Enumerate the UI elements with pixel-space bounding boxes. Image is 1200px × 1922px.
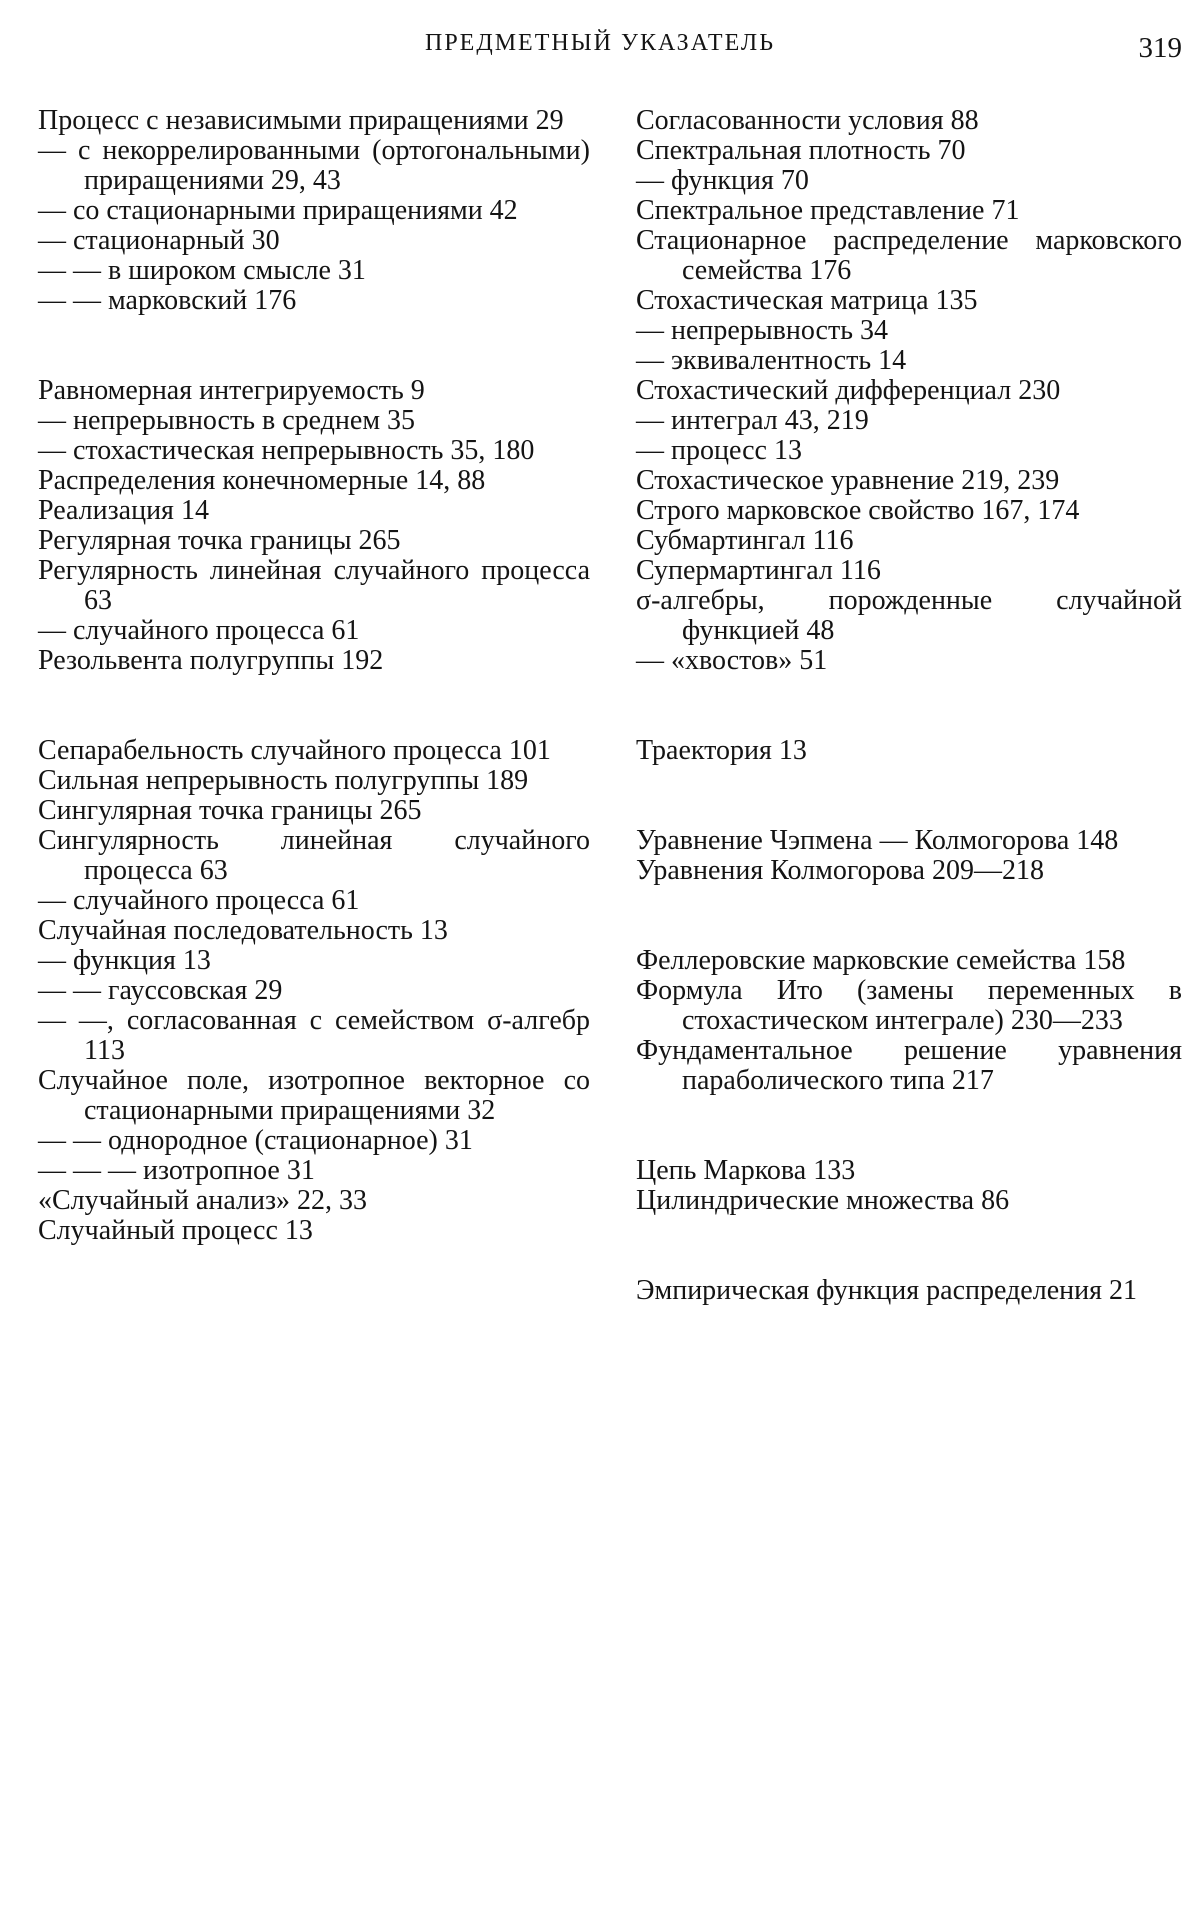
index-entry: Цепь Маркова 133 bbox=[636, 1155, 856, 1186]
group-gap bbox=[636, 1216, 1182, 1276]
index-entry: Формула Ито (замены переменных в стохастическом интеграле) 230—233 bbox=[636, 975, 1182, 1036]
index-entry: Резольвента полугруппы 192 bbox=[38, 645, 384, 676]
index-entry: Стационарное распределение марковского семейства 176 bbox=[636, 225, 1182, 286]
index-entry: σ-алгебры, порожденные случайной функцией 48 bbox=[636, 585, 1182, 646]
index-entry: Уравнение Чэпмена — Колмогорова 148 bbox=[636, 825, 1119, 856]
index-entry: Согласованности условия 88 bbox=[636, 105, 979, 136]
index-entry: Цилиндрические множества 86 bbox=[636, 1185, 1010, 1216]
index-entry: — «хвостов» 51 bbox=[636, 645, 828, 676]
index-group-s bbox=[636, 106, 1182, 676]
page-number: 319 bbox=[1138, 32, 1182, 64]
index-group-f bbox=[636, 946, 1182, 1096]
index-entry: Стохастическая матрица 135 bbox=[636, 285, 978, 316]
index-group-r bbox=[38, 376, 590, 676]
index-entry: Стохастическое уравнение 219, 239 bbox=[636, 465, 1060, 496]
index-entry: — — марковский 176 bbox=[38, 285, 297, 316]
index-entry: Сепарабельность случайного процесса 101 bbox=[38, 735, 551, 766]
index-entry: Равномерная интегрируемость 9 bbox=[38, 375, 425, 406]
index-entry: Сингулярная точка границы 265 bbox=[38, 795, 422, 826]
index-entry: Фундаментальное решение уравнения параболического типа 217 bbox=[636, 1035, 1182, 1096]
index-entry: Уравнения Колмогорова 209—218 bbox=[636, 855, 1044, 886]
index-entry: Эмпирическая функция распределения 21 bbox=[636, 1275, 1137, 1306]
group-gap bbox=[38, 316, 590, 376]
index-entry: Распределения конечномерные 14, 88 bbox=[38, 465, 486, 496]
index-entry: — — однородное (стационарное) 31 bbox=[38, 1125, 473, 1156]
index-entry: — — в широком смысле 31 bbox=[38, 255, 366, 286]
index-entry: — процесс 13 bbox=[636, 435, 802, 466]
index-entry: Спектральная плотность 70 bbox=[636, 135, 966, 166]
index-entry: Процесс с независимыми приращениями 29 bbox=[38, 105, 564, 136]
index-entry: — — — изотропное 31 bbox=[38, 1155, 315, 1186]
index-entry: — непрерывность в среднем 35 bbox=[38, 405, 416, 436]
index-entry: — эквивалентность 14 bbox=[636, 345, 907, 376]
index-entry: Феллеровские марковские семейства 158 bbox=[636, 945, 1126, 976]
group-gap bbox=[38, 676, 590, 736]
index-entry: — случайного процесса 61 bbox=[38, 885, 360, 916]
index-group-e bbox=[636, 1276, 1182, 1306]
index-entry: Реализация 14 bbox=[38, 495, 209, 526]
group-gap bbox=[636, 1096, 1182, 1156]
index-column-left bbox=[38, 106, 590, 1246]
index-column-right bbox=[636, 106, 1182, 1306]
page-header bbox=[0, 26, 1200, 66]
index-group-ts bbox=[636, 1156, 1182, 1216]
group-gap bbox=[636, 676, 1182, 736]
index-entry: — стационарный 30 bbox=[38, 225, 280, 256]
index-entry: — стохастическая непрерывность 35, 180 bbox=[38, 435, 535, 466]
index-entry: — с некоррелированными (ортогональными) приращениями 29, 43 bbox=[38, 135, 590, 196]
index-entry: — функция 70 bbox=[636, 165, 809, 196]
index-group-t bbox=[636, 736, 1182, 766]
index-group-u bbox=[636, 826, 1182, 886]
index-entry: — случайного процесса 61 bbox=[38, 615, 360, 646]
index-entry: «Случайный анализ» 22, 33 bbox=[38, 1185, 368, 1216]
index-entry: — непрерывность 34 bbox=[636, 315, 888, 346]
index-entry: — со стационарными приращениями 42 bbox=[38, 195, 518, 226]
group-gap bbox=[636, 886, 1182, 946]
index-entry: Случайный процесс 13 bbox=[38, 1215, 313, 1246]
index-group-s bbox=[38, 736, 590, 1246]
index-entry: Сильная непрерывность полугруппы 189 bbox=[38, 765, 529, 796]
index-entry: — функция 13 bbox=[38, 945, 211, 976]
index-entry: — —, согласованная с семейством σ-алгебр 113 bbox=[38, 1005, 590, 1066]
index-entry: Регулярная точка границы 265 bbox=[38, 525, 401, 556]
index-entry: Случайная последовательность 13 bbox=[38, 915, 448, 946]
index-entry: Регулярность линейная случайного процесса 63 bbox=[38, 555, 590, 616]
index-entry: Траектория 13 bbox=[636, 735, 807, 766]
index-entry: Супермартингал 116 bbox=[636, 555, 881, 586]
index-entry: Сингулярность линейная случайного процесса 63 bbox=[38, 825, 590, 886]
group-gap bbox=[636, 766, 1182, 826]
index-entry: Стохастический дифференциал 230 bbox=[636, 375, 1061, 406]
index-entry: Спектральное представление 71 bbox=[636, 195, 1020, 226]
index-entry: — интеграл 43, 219 bbox=[636, 405, 869, 436]
index-entry: Субмартингал 116 bbox=[636, 525, 854, 556]
index-group-p bbox=[38, 106, 590, 316]
index-entry: Строго марковское свойство 167, 174 bbox=[636, 495, 1080, 526]
index-entry: — — гауссовская 29 bbox=[38, 975, 283, 1006]
index-entry: Случайное поле, изотропное векторное со стационарными приращениями 32 bbox=[38, 1065, 590, 1126]
running-title: ПРЕДМЕТНЫЙ УКАЗАТЕЛЬ bbox=[424, 30, 775, 56]
